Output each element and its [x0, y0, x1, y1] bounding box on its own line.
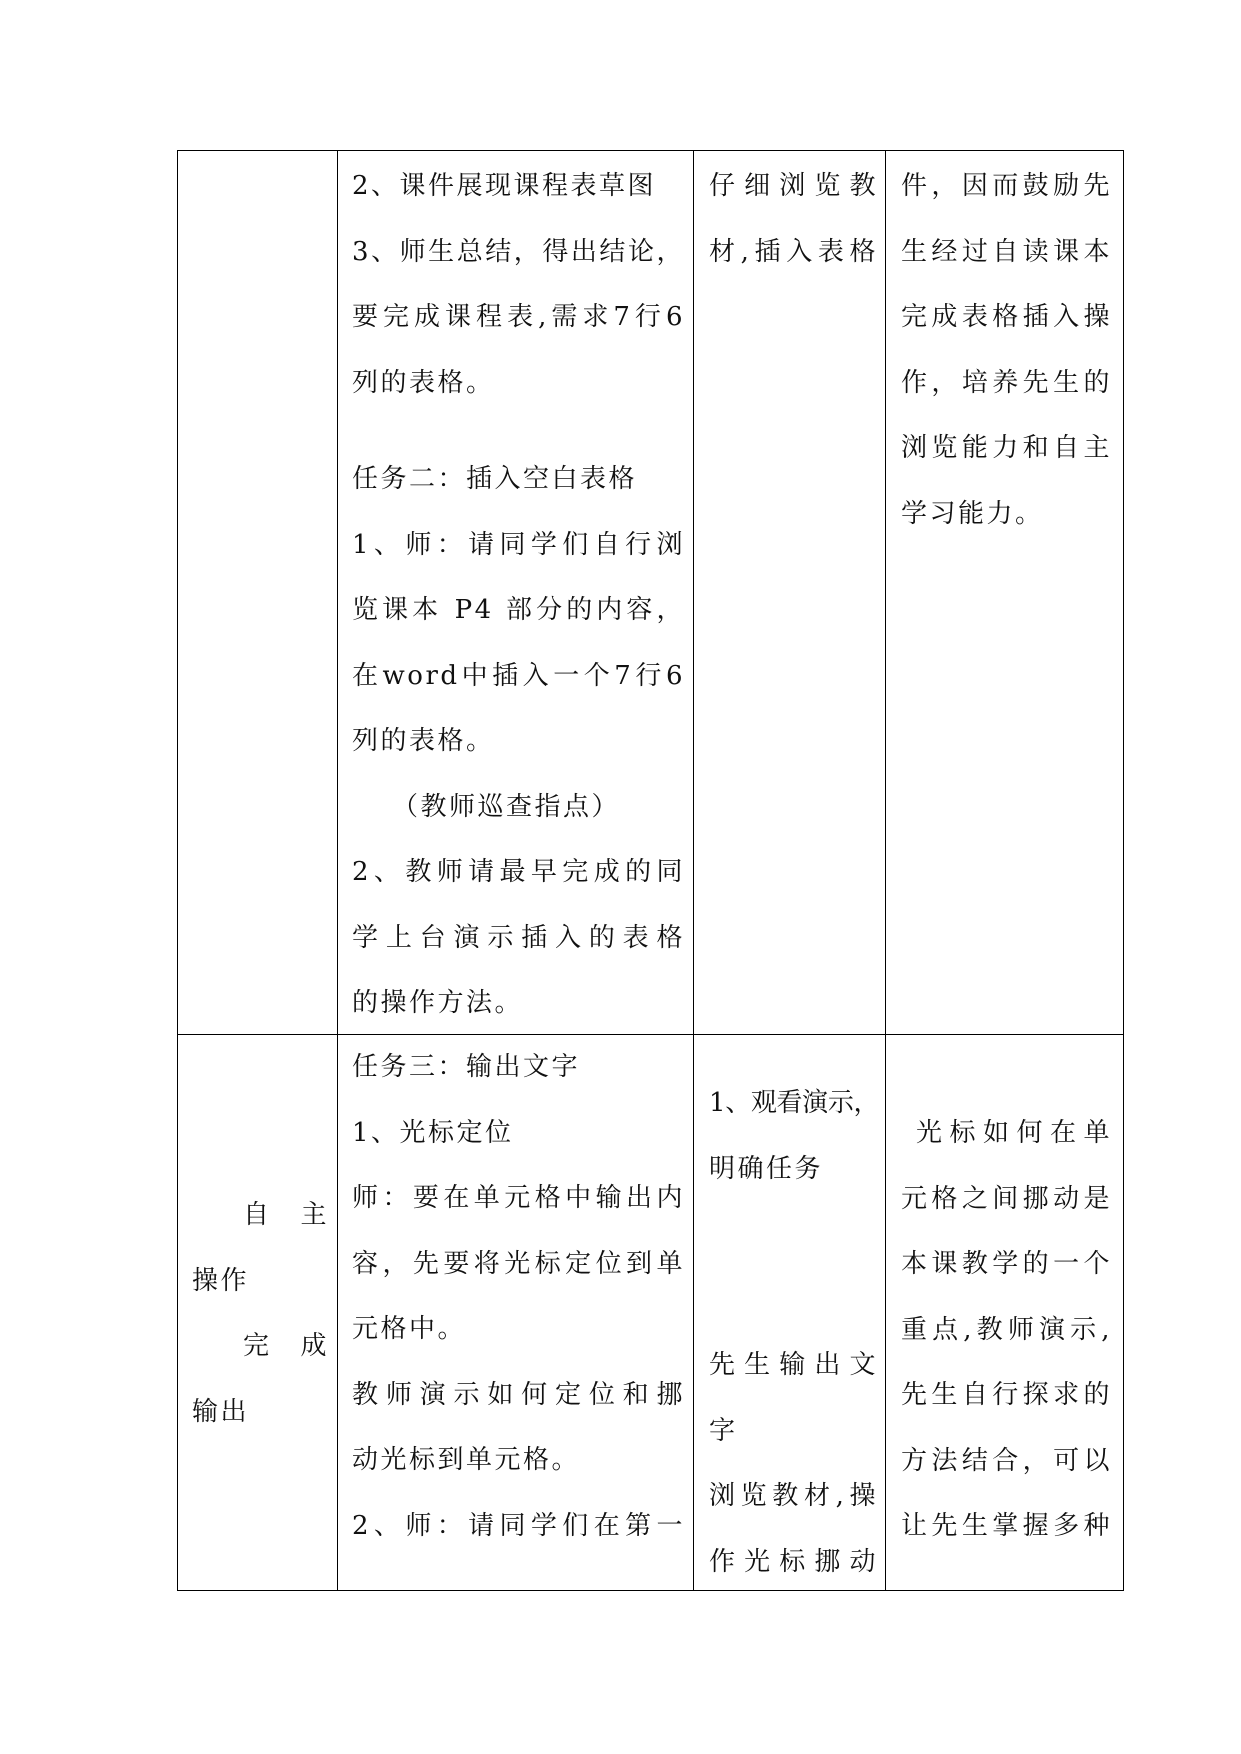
text-line: 1、师：请同学们自行浏	[352, 529, 685, 560]
design-intent-cell	[886, 1035, 1124, 1591]
paragraph-gap	[352, 416, 685, 447]
task-heading: 任务三：输出文字	[352, 1052, 581, 1082]
stage-label-line: 输出	[192, 1396, 250, 1427]
design-intent-cell	[886, 151, 1124, 1035]
teacher-activity-cell	[338, 151, 694, 1035]
paragraph-gap	[709, 1202, 878, 1333]
stage-cell	[178, 151, 338, 1035]
text-line: 先生自行探求的	[901, 1380, 1112, 1410]
table-row	[178, 1035, 1124, 1591]
text-line: 在word中插入一个7行6	[352, 660, 685, 691]
text-line: 本课教学的一个	[901, 1249, 1112, 1279]
text-line: 重点,教师演示,	[901, 1314, 1112, 1345]
text-line: 浏览能力和自主	[901, 433, 1112, 463]
text-line: 先生输出文	[709, 1350, 878, 1380]
text-line: 让先生掌握多种	[901, 1511, 1112, 1541]
stage-label-line: 操作	[192, 1265, 250, 1296]
text-line: 材,插入表格	[709, 236, 878, 267]
text-line: 生经过自读课本	[901, 236, 1112, 267]
table-row	[178, 151, 1124, 1035]
text-line: 览课本 P4 部分的内容，	[352, 595, 685, 625]
text-line: 作，培养先生的	[901, 367, 1112, 398]
text-line: 学习能力。	[901, 498, 1044, 529]
text-line: 2、课件展现课程表草图	[352, 171, 657, 201]
text-line: 容，先要将光标定位到单	[352, 1248, 685, 1279]
text-line: 要完成课程表,需求7行6	[352, 302, 685, 332]
stage-label-line: 完成	[243, 1331, 329, 1361]
lesson-plan-table	[177, 150, 1124, 1591]
text-line: 2、师：请同学们在第一	[352, 1510, 685, 1541]
stage-label-line: 自主	[243, 1200, 329, 1230]
text-line: 字	[709, 1415, 738, 1446]
text-line: 作光标挪动	[709, 1546, 878, 1577]
text-line: 方法结合，可以	[901, 1445, 1112, 1476]
text-line: （教师巡查指点）	[392, 791, 621, 822]
student-activity-cell	[694, 151, 886, 1035]
teacher-activity-cell	[338, 1035, 694, 1591]
text-line: 元格中。	[352, 1314, 467, 1344]
text-line: 仔细浏览教	[709, 171, 878, 201]
text-line: 浏览教材,操	[709, 1481, 878, 1511]
text-line: 动光标到单元格。	[352, 1445, 581, 1475]
text-line: 列的表格。	[352, 367, 495, 398]
text-line: 师：要在单元格中输出内	[352, 1183, 685, 1213]
text-line: 1、观看演示，	[709, 1088, 878, 1118]
text-line: 光标如何在单	[916, 1118, 1112, 1148]
text-line: 的操作方法。	[352, 988, 524, 1018]
text-line: 教师演示如何定位和挪	[352, 1379, 685, 1410]
text-line: 学上台演示插入的表格	[352, 922, 685, 953]
text-line: 元格之间挪动是	[901, 1183, 1112, 1214]
student-activity-cell	[694, 1035, 886, 1591]
text-line: 完成表格插入操	[901, 302, 1112, 332]
task-heading: 任务二：插入空白表格	[352, 464, 638, 494]
stage-cell	[178, 1035, 338, 1591]
text-line: 明确任务	[709, 1153, 824, 1184]
text-line: 3、师生总结，得出结论，	[352, 236, 685, 267]
text-line: 1、光标定位	[352, 1117, 514, 1148]
text-line: 2、教师请最早完成的同	[352, 857, 685, 887]
text-line: 件，因而鼓励先	[901, 171, 1112, 201]
text-line: 列的表格。	[352, 726, 495, 756]
